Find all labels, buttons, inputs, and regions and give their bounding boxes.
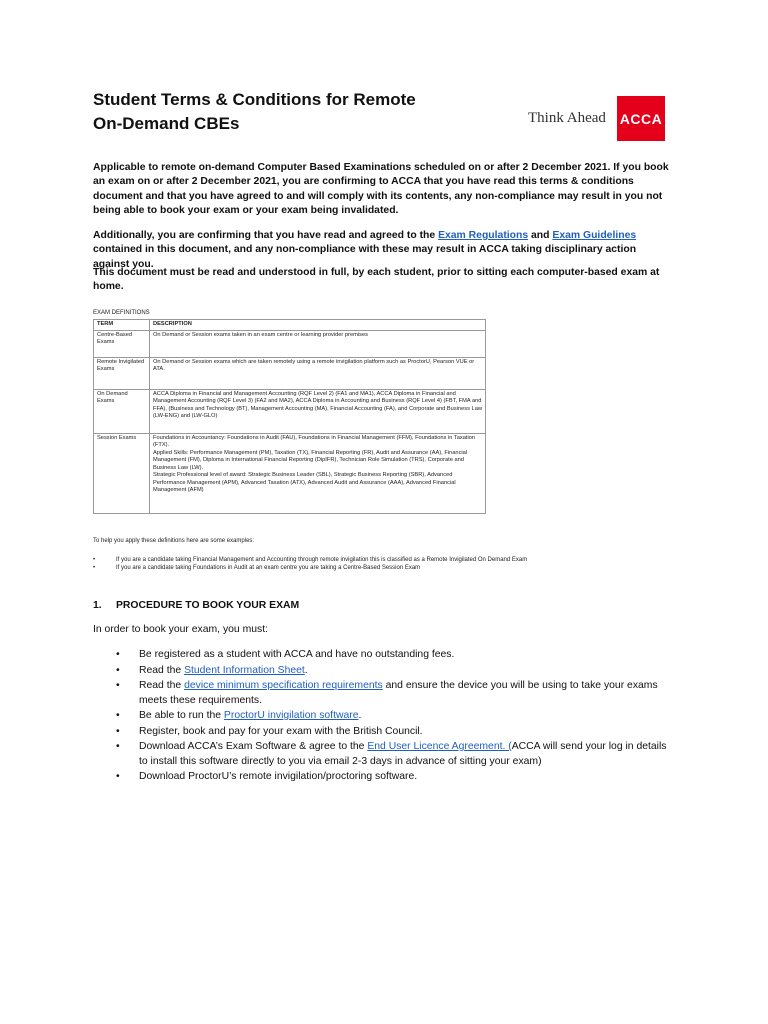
- description-cell: [150, 433, 486, 513]
- step-text: .: [358, 710, 362, 721]
- list-item: • Download ProctorU’s remote invigilation/proctoring software.: [93, 770, 675, 785]
- table-row: [94, 330, 486, 357]
- exam-regulations-link[interactable]: Exam Regulations: [438, 230, 529, 241]
- term-cell: On Demand Exams: [94, 389, 150, 433]
- p2-text-a: Additionally, you are confirming that you have read and agreed to the: [93, 230, 439, 241]
- eula-link[interactable]: End User Licence Agreement. (: [367, 741, 512, 752]
- list-item: [93, 709, 675, 724]
- page-title: [93, 88, 493, 136]
- section-intro: In order to book your exam, you must:: [93, 624, 268, 635]
- list-item: [93, 664, 675, 679]
- header-term: TERM: [94, 320, 150, 331]
- list-item: • Be registered as a student with ACCA and have no outstanding fees.: [93, 648, 675, 663]
- p2-text-c: contained in this document, and any non-compliance with these may result in ACCA taking disciplinary action against you.: [93, 244, 637, 270]
- description-cell: ACCA Diploma in Financial and Management Accounting (RQF Level 2) (FA1 and MA1), ACCA Diploma in Financial and Management Accounting (RQF Level 3) (FA2 and MA2), ACCA Diploma in Accounting and Business (RQF Level 4) (FBT, FMA and FFA), (Business and Technology (BT), Management Accounting (MA), Financial Accounting (FA), and Corporate and Business Law (LW-ENG) and (LW-GLO): [150, 389, 486, 433]
- intro-paragraph-1: Applicable to remote on-demand Computer Based Examinations scheduled on or after 2 December 2021. If you book an exam on or after 2 December 2021, you are confirming to ACCA that you have read this terms & conditions document and that you have agreed to and will comply with its contents, any non-compliance may result in you not being able to book your exam or your exam being invalidated.: [93, 162, 669, 216]
- table-row: [94, 389, 486, 433]
- proctoru-software-link[interactable]: ProctorU invigilation software: [223, 710, 359, 721]
- list-item: • If you are a candidate taking Foundations in Audit at an exam centre you are taking a Centre-Based Session Exam: [93, 564, 527, 572]
- step-text: Be able to run the: [139, 710, 224, 721]
- session-desc-line: Strategic Professional level of award: Strategic Business Leader (SBL), Strategic Business Reporting (SBR), Advanced Performance Management (APM), Advanced Taxation (ATX), Advanced Audit and Assurance (AAA), Advanced Financial Management (AFM): [153, 472, 456, 493]
- section-number: 1.: [93, 600, 102, 611]
- device-requirements-link[interactable]: device minimum specification requirements: [184, 680, 383, 691]
- section-heading: [93, 600, 299, 611]
- term-cell: Centre-Based Exams: [94, 330, 150, 357]
- step-text: Read the: [139, 680, 185, 691]
- student-information-sheet-link[interactable]: Student Information Sheet: [184, 664, 305, 676]
- exam-guidelines-link[interactable]: Exam Guidelines: [552, 230, 637, 241]
- intro-paragraph-3: This document must be read and understood in full, by each student, prior to sitting each computer-based exam at home.: [93, 267, 660, 293]
- section-title: PROCEDURE TO BOOK YOUR EXAM: [116, 600, 300, 611]
- title-line-1: Student Terms & Conditions for Remote: [93, 90, 416, 109]
- examples-label: To help you apply these definitions here are some examples:: [93, 538, 255, 544]
- definitions-table: [93, 319, 486, 514]
- step-text: and ensure the device you will be using to take your exams meets these requirements.: [139, 680, 658, 706]
- logo-brand-box: ACCA: [617, 96, 665, 141]
- header-description: DESCRIPTION: [150, 320, 486, 331]
- term-cell: Remote Invigilated Exams: [94, 357, 150, 389]
- list-item: • If you are a candidate taking Financial Management and Accounting through remote invigilation this is classified as a Remote Invigilated On Demand Exam: [93, 556, 527, 564]
- table-row: [94, 357, 486, 389]
- step-text: ACCA will send your log in details to install this software directly to you via email 2-3 days in advance of sitting your exam): [139, 741, 667, 767]
- title-line-2: On-Demand CBEs: [93, 114, 240, 133]
- list-item: [93, 679, 675, 708]
- p2-text-b: and: [528, 230, 553, 241]
- description-cell: On Demand or Session exams taken in an exam centre or learning provider premises: [150, 330, 486, 357]
- definitions-label: EXAM DEFINITIONS: [93, 310, 150, 316]
- description-cell: On Demand or Session exams which are taken remotely using a remote invigilation platform such as ProctorU, Pearson VUE or ATA.: [150, 357, 486, 389]
- list-item: • Register, book and pay for your exam with the British Council.: [93, 725, 675, 740]
- list-item: [93, 740, 675, 769]
- examples-list: [93, 556, 527, 572]
- table-header-row: [94, 320, 486, 331]
- session-desc-line: Applied Skills: Performance Management (PM), Taxation (TX), Financial Reporting (FR), Audit and Assurance (AA), Financial Management (FM), Diploma in International Financial Reporting (DipIFR), Technician Role Simulation (TRS), Corporate and Business Law (LW).: [153, 449, 468, 471]
- step-text: .: [304, 664, 308, 676]
- booking-steps-list: [93, 648, 675, 786]
- step-text: Download ACCA’s Exam Software & agree to the: [139, 741, 368, 752]
- session-desc-line: Foundations in Accountancy: Foundations in Audit (FAU), Foundations in Financial Management (FFM), Foundations in Taxation (FTX).: [153, 434, 476, 448]
- table-row: [94, 433, 486, 513]
- term-cell: Session Exams: [94, 433, 150, 513]
- logo-tagline: Think Ahead: [528, 110, 606, 126]
- acca-logo: [521, 96, 667, 141]
- step-text: Read the: [139, 664, 185, 676]
